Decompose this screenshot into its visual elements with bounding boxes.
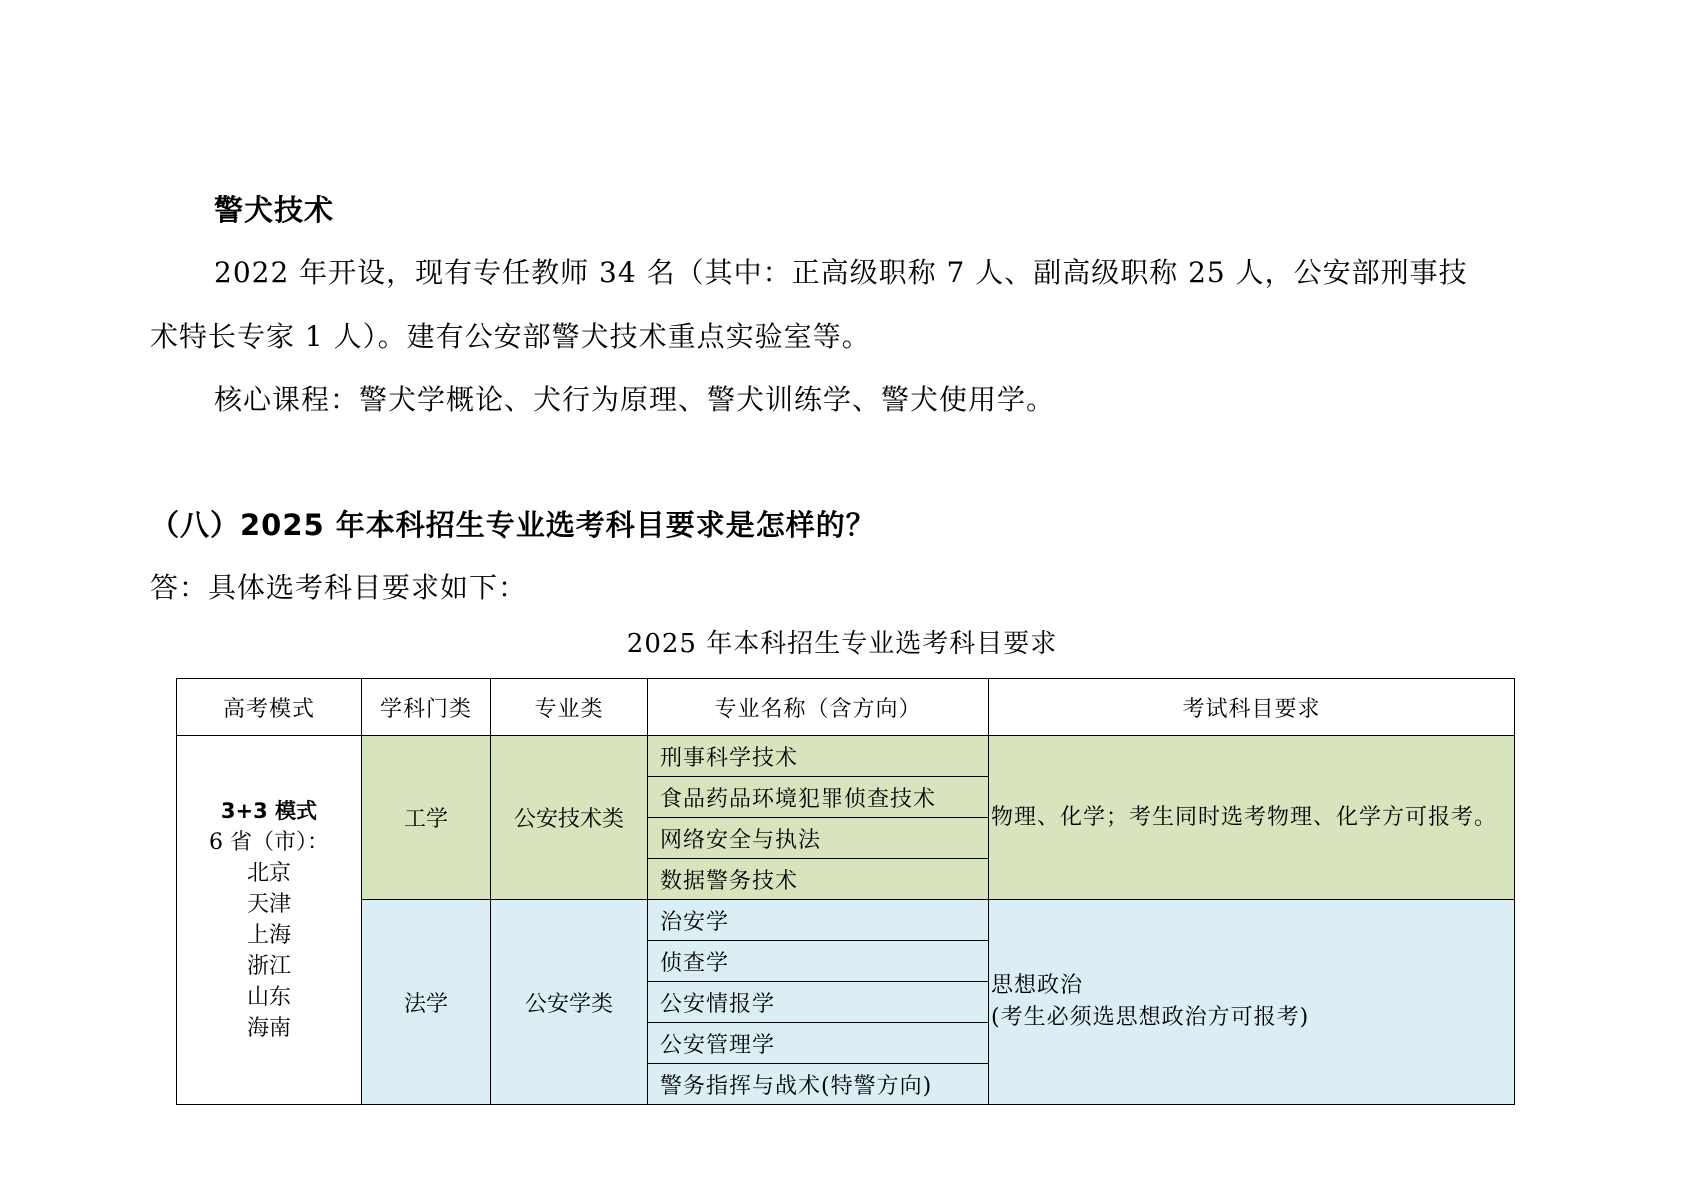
major-cell: 警务指挥与战术(特警方向) (648, 1064, 989, 1105)
requirement-cell (989, 736, 1515, 900)
requirement-line: (考生必须选思想政治方可报考) (991, 1005, 1310, 1030)
question-heading: （八）2025 年本科招生专业选考科目要求是怎样的？ (150, 508, 876, 542)
major-cell: 食品药品环境犯罪侦查技术 (648, 777, 989, 818)
intro-line-1: 2022 年开设，现有专任教师 34 名（其中：正高级职称 7 人、副高级职称 25 人，公安部刑事技 (214, 256, 1468, 289)
region-item: 海南 (246, 1016, 291, 1041)
answer-text: 答：具体选考科目要求如下： (150, 571, 528, 604)
intro-line-2: 术特长专家 1 人）。建有公安部警犬技术重点实验室等。 (150, 320, 871, 353)
requirement-line: 物理、化学；考生同时选考物理、化学方可报考。 (991, 804, 1498, 830)
major-cell: 公安情报学 (648, 982, 989, 1023)
section-title: 警犬技术 (214, 193, 335, 227)
major-cell: 治安学 (648, 900, 989, 941)
region-item: 天津 (246, 892, 291, 917)
region-item: 上海 (246, 923, 291, 948)
header-requirement: 考试科目要求 (989, 679, 1515, 736)
exam-mode-cell (177, 736, 362, 1105)
category-cell: 公安技术类 (491, 736, 648, 900)
major-cell: 刑事科学技术 (648, 736, 989, 777)
header-mode: 高考模式 (177, 679, 362, 736)
mode-name: 3+3 模式 (220, 799, 318, 823)
major-cell: 网络安全与执法 (648, 818, 989, 859)
region-item: 北京 (246, 861, 291, 886)
header-major: 专业名称（含方向） (648, 679, 989, 736)
header-category: 专业类 (491, 679, 648, 736)
region-item: 浙江 (246, 954, 291, 979)
major-cell: 侦查学 (648, 941, 989, 982)
major-cell: 公安管理学 (648, 1023, 989, 1064)
table-row (177, 900, 1515, 941)
mode-count: 6 省（市）： (209, 830, 329, 855)
table-header-row (177, 679, 1515, 736)
requirement-line: 思想政治 (991, 973, 1084, 998)
table-row (177, 736, 1515, 777)
header-discipline: 学科门类 (362, 679, 491, 736)
discipline-cell: 法学 (362, 900, 491, 1105)
category-cell: 公安学类 (491, 900, 648, 1105)
region-item: 山东 (246, 985, 291, 1010)
table-title: 2025 年本科招生专业选考科目要求 (626, 629, 1058, 659)
subject-requirements-table (176, 678, 1515, 1105)
requirement-cell (989, 900, 1515, 1105)
major-cell: 数据警务技术 (648, 859, 989, 900)
discipline-cell: 工学 (362, 736, 491, 900)
core-courses: 核心课程：警犬学概论、犬行为原理、警犬训练学、警犬使用学。 (214, 383, 1056, 416)
